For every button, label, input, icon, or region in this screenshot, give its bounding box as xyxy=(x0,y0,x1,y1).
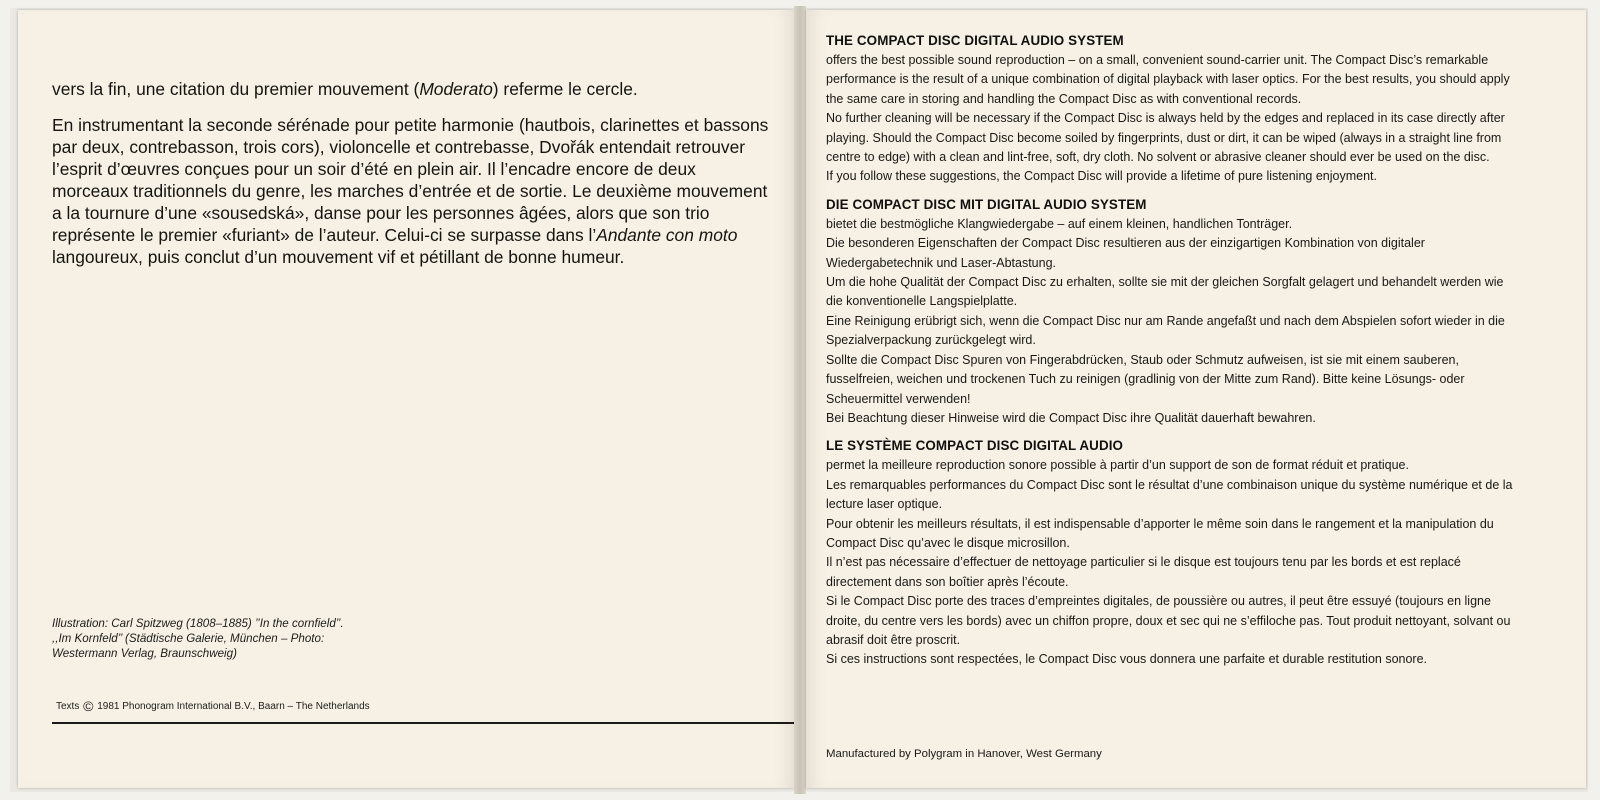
section-paragraph: Si le Compact Disc porte des traces d’empreintes digitales, de poussière ou autres, il peut être essuyé (toujours en ligne droite, du centre vers les bords) avec un chiffon propre, doux et sec qui ne s’effiloche pas. Tout produit nettoyant, solvant ou abrasif doit être proscrit. xyxy=(826,594,1511,647)
paragraph-second-serenade xyxy=(52,114,772,268)
section-paragraph: If you follow these suggestions, the Compact Disc will provide a lifetime of pure listening enjoyment. xyxy=(826,169,1377,184)
illustration-credit-line: Illustration: Carl Spitzweg (1808–1885) ’’In the cornfield’’. xyxy=(52,617,344,630)
section-paragraph: Pour obtenir les meilleurs résultats, il est indispensable d’apporter le même soin dans le rangement et la manipulation du Compact Disc qu’avec le disque microsillon. xyxy=(826,516,1494,550)
section-paragraph: Si ces instructions sont respectées, le Compact Disc vous donnera une parfaite et durable restitution sonore. xyxy=(826,652,1428,667)
section-heading: THE COMPACT DISC DIGITAL AUDIO SYSTEM xyxy=(826,33,1124,48)
section-paragraph: bietet die bestmögliche Klangwiedergabe – auf einem kleinen, handlichen Tonträger. xyxy=(826,216,1293,231)
section-paragraph: Sollte die Compact Disc Spuren von Fingerabdrücken, Staub oder Schmutz aufweisen, ist sie mit einem sauberen, fusselfreien, weichen und trockenen Tuch zu reinigen (gradlinig von der Mitte zum Rand). Bitte keine Lösungs- oder Scheuermittel verwenden! xyxy=(826,352,1465,406)
cd-care-instructions xyxy=(826,31,1516,678)
illustration-credit xyxy=(52,616,572,661)
left-page xyxy=(18,10,794,788)
section-french xyxy=(826,436,1516,669)
copyright-notice xyxy=(56,698,370,714)
section-paragraph: No further cleaning will be necessary if the Compact Disc is always held by the edges and replaced in its case directly after playing. Should the Compact Disc become soiled by fingerprints, dust or dirt, it can be wiped (always in a straight line from centre to edge) with a clean and lint-free, soft, dry cloth. No solvent or abrasive cleaner should ever be used on the disc. xyxy=(826,111,1505,165)
section-paragraph: Il n’est pas nécessaire d’effectuer de nettoyage particulier si le disque est toujours tenu par les bords et est replacé directement dans son boîtier après l’écoute. xyxy=(826,555,1461,589)
section-paragraph: Um die hohe Qualität der Compact Disc zu erhalten, sollte sie mit der gleichen Sorgfalt gelagert und behandelt werden wie die konventionelle Langspielplatte. xyxy=(826,275,1504,309)
horizontal-rule xyxy=(52,722,794,724)
illustration-credit-line: Westermann Verlag, Braunschweig) xyxy=(52,647,237,660)
section-heading: DIE COMPACT DISC MIT DIGITAL AUDIO SYSTEM xyxy=(826,196,1147,212)
manufactured-notice: Manufactured by Polygram in Hanover, West Germany xyxy=(826,748,1102,760)
copyright-prefix: Texts xyxy=(56,701,80,712)
section-heading: LE SYSTÈME COMPACT DISC DIGITAL AUDIO xyxy=(826,438,1124,454)
copyright-icon: © xyxy=(83,698,94,714)
section-paragraph: Eine Reinigung erübrigt sich, wenn die Compact Disc nur am Rande angefaßt und nach dem Abspielen sofort wieder in die Spezialverpackung zurückgelegt wird. xyxy=(826,313,1505,348)
tempo-marking: Moderato xyxy=(419,79,493,99)
section-paragraph: Bei Beachtung dieser Hinweise wird die Compact Disc ihre Qualität dauerhaft bewahren. xyxy=(826,410,1316,425)
section-paragraph: permet la meilleure reproduction sonore possible à partir d’un support de son de format réduit et pratique. xyxy=(826,458,1409,473)
section-english xyxy=(826,31,1516,187)
booklet-fold xyxy=(794,6,806,794)
paragraph-text: En instrumentant la seconde sérénade pour petite harmonie (hautbois, clarinettes et bassons par deux, contrebasson, trois cors), violoncelle et contrebasse, Dvořák entendait retrouver l’esprit d’œuvres conçues pour un soir d’été en plein air. Il l’encadre encore de deux morceaux traditionnels du genre, les marches d’entrée et de sortie. Le deuxième mouvement a la tournure d’une «sousedská», danse pour les personnes âgées, alors que son trio représente le premier «furiant» de l’auteur. Celui-ci se surpasse dans l’ xyxy=(52,115,769,245)
section-paragraph: Die besonderen Eigenschaften der Compact Disc resultieren aus der einzigartigen Kombination von digitaler Wiedergabetechnik und Laser-Abtastung. xyxy=(826,236,1425,270)
section-paragraph: Les remarquables performances du Compact Disc sont le résultat d’une combinaison unique du système numérique et de la lecture laser optique. xyxy=(826,477,1513,512)
tempo-marking: Andante con moto xyxy=(596,225,738,245)
paragraph-text: vers la fin, une citation du premier mouvement ( xyxy=(52,79,420,99)
right-page xyxy=(806,10,1586,788)
illustration-credit-line: ,,Im Kornfeld’’ (Städtische Galerie, München – Photo: xyxy=(52,632,325,645)
section-paragraph: offers the best possible sound reproduction – on a small, convenient sound-carrier unit. The Compact Disc’s remarkable performance is the result of a unique combination of digital playback with laser optics. For the best results, you should apply the same care in storing and handling the Compact Disc as with conventional records. xyxy=(826,53,1510,106)
paragraph-closing xyxy=(52,78,772,100)
left-body-text xyxy=(52,78,772,268)
section-german xyxy=(826,195,1516,428)
paragraph-text: ) referme le cercle. xyxy=(492,79,638,99)
paragraph-text: langoureux, puis conclut d’un mouvement vif et pétillant de bonne humeur. xyxy=(52,247,625,267)
copyright-text: 1981 Phonogram International B.V., Baarn – The Netherlands xyxy=(97,701,370,712)
